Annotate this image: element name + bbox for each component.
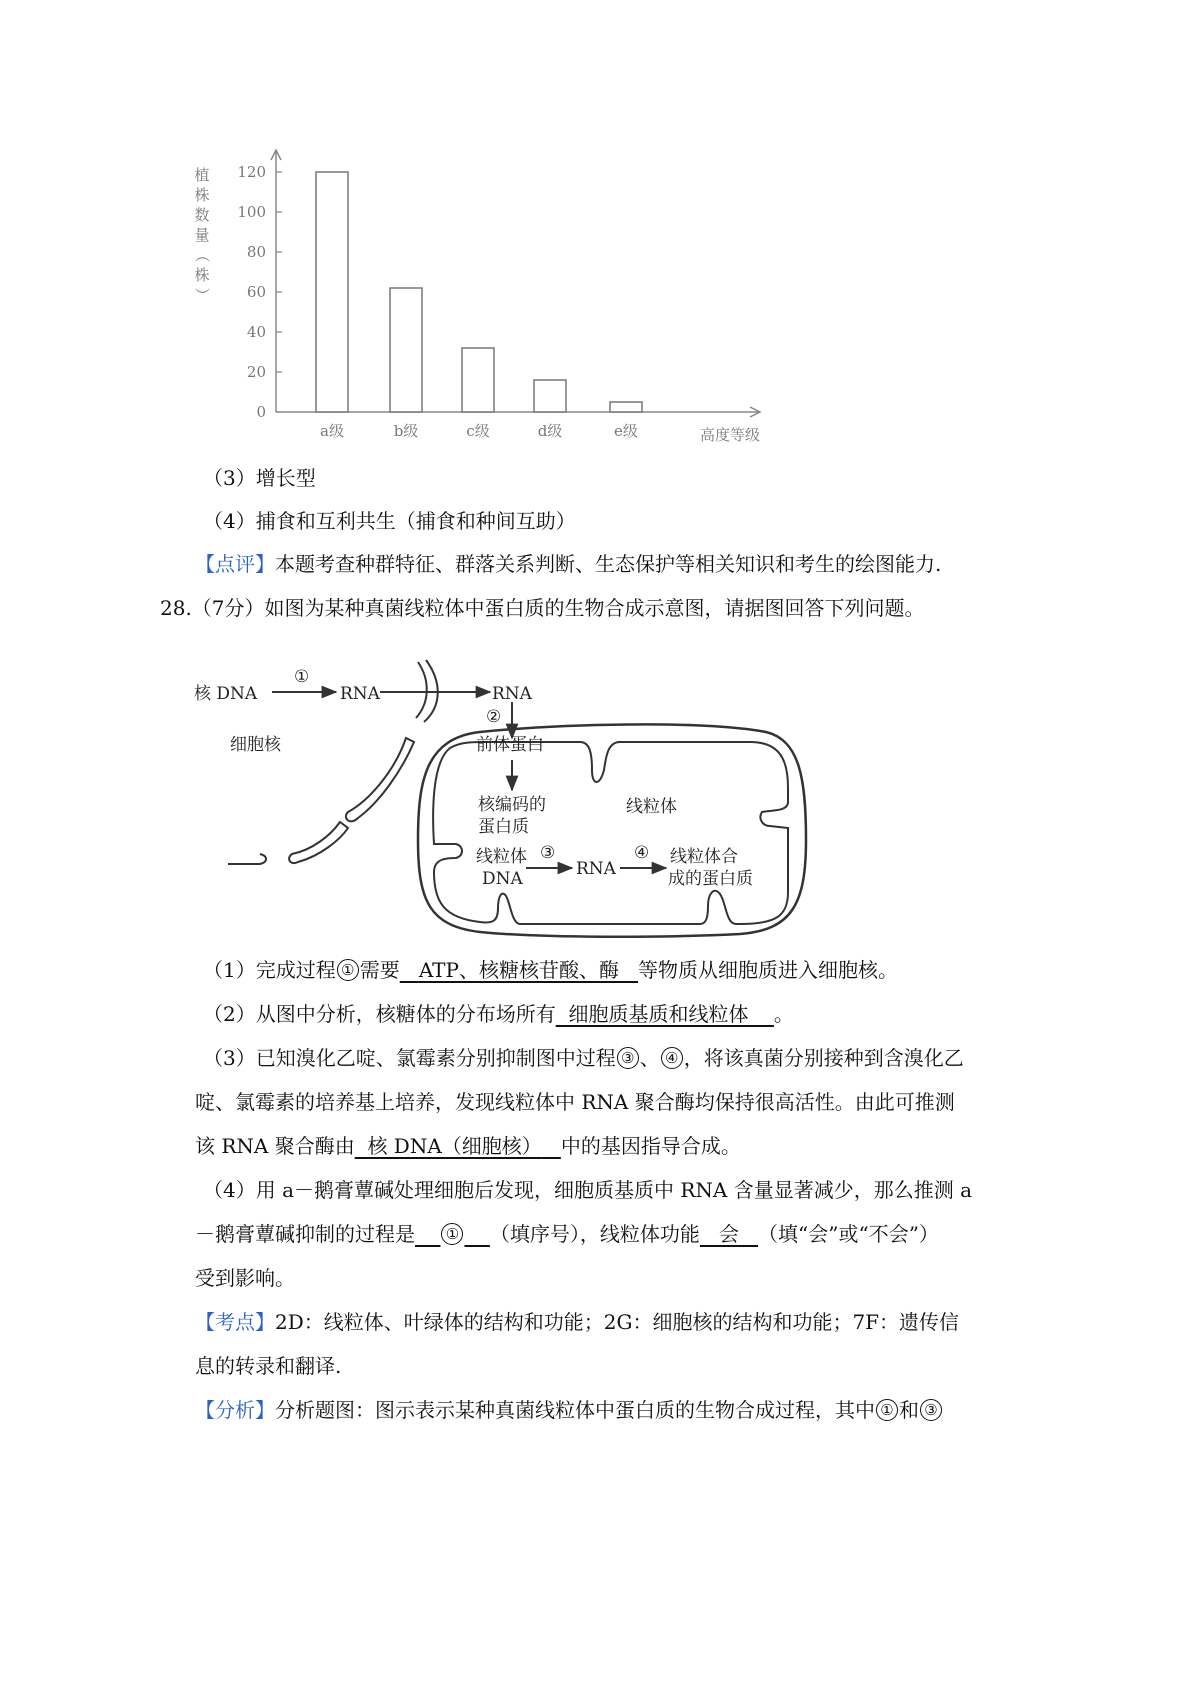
label-rna-1: RNA — [340, 684, 380, 704]
x-tick-label: e级 — [614, 422, 638, 440]
q28-part1 — [203, 956, 898, 984]
y-axis-label-char: （ — [193, 247, 211, 263]
q28-part4-line2 — [195, 1220, 939, 1248]
q28-part4-line3: 受到影响。 — [195, 1266, 295, 1290]
q28-part3-answer-text: 核 DNA（细胞核） — [367, 1134, 542, 1158]
label-step-1: ① — [294, 667, 310, 687]
y-axis-label-char: 植 — [194, 166, 210, 184]
x-tick-label: c级 — [466, 422, 490, 440]
label-nuclear-dna: 核 DNA — [194, 684, 258, 704]
mito-protein-synthesis-diagram — [180, 640, 820, 960]
label-precursor-protein: 前体蛋白 — [476, 735, 544, 755]
label-rna-3: RNA — [576, 859, 616, 879]
answer-3: （3）增长型 — [203, 466, 316, 490]
q28-part3-answer — [355, 1134, 561, 1158]
q28-part4-text-b: （填序号），线粒体功能 — [489, 1222, 700, 1246]
q28-part3-line3 — [195, 1132, 741, 1160]
kaodian-text-2: 息的转录和翻译. — [195, 1354, 342, 1378]
q28-part3-text-a: （3）已知溴化乙啶、氯霉素分别抑制图中过程 — [203, 1046, 616, 1070]
q28-part1-circled-1: ① — [337, 959, 359, 981]
q28-part3-text-b: ，将该真菌分别接种到含溴化乙 — [683, 1046, 964, 1070]
chart-bars — [316, 172, 642, 412]
x-tick-label: d级 — [537, 422, 563, 440]
q28-part4-text-a: －鹅膏蕈碱抑制的过程是 — [195, 1222, 415, 1246]
q28-part1-answer — [400, 958, 638, 982]
kaodian-tag: 【考点】 — [195, 1310, 275, 1334]
label-mtdna-line2: DNA — [482, 869, 523, 889]
bar — [390, 288, 422, 412]
label-nucleus: 细胞核 — [230, 735, 281, 755]
q28-part3-text-d: 中的基因指导合成。 — [560, 1134, 741, 1158]
q28-part4-answer-2-text: 会 — [718, 1222, 739, 1246]
y-axis-label-char: ） — [193, 287, 211, 303]
bar — [316, 172, 348, 412]
nuclear-envelope — [228, 660, 438, 864]
y-axis-label-char: 株 — [194, 266, 210, 284]
q28-part2-answer-text: 细胞质基质和线粒体 — [568, 1002, 749, 1026]
label-mt-protein-line2: 成的蛋白质 — [668, 869, 753, 889]
fenxi-he: 和 — [899, 1398, 919, 1422]
q28-part3-line1 — [203, 1044, 964, 1072]
label-step-4: ④ — [634, 843, 650, 863]
bar — [610, 402, 642, 412]
x-tick-label: a级 — [320, 422, 344, 440]
y-tick-label: 40 — [246, 323, 266, 341]
bar — [534, 380, 566, 412]
kaodian-paragraph-line1 — [195, 1308, 959, 1336]
label-mt-protein-line1: 线粒体合 — [670, 847, 738, 867]
y-tick-label: 0 — [256, 403, 266, 421]
label-mitochondrion: 线粒体 — [626, 797, 677, 817]
y-tick-label: 100 — [237, 203, 266, 221]
q28-part1-text-c: 等物质从细胞质进入细胞核。 — [638, 958, 899, 982]
fenxi-circled-1: ① — [876, 1399, 898, 1421]
review-paragraph — [195, 550, 941, 578]
q28-part4-answer-2 — [700, 1222, 758, 1246]
label-nuclear-protein-line1: 核编码的 — [478, 795, 546, 815]
label-step-2: ② — [486, 707, 502, 727]
q28-part4-line1: （4）用 a－鹅膏蕈碱处理细胞后发现，细胞质基质中 RNA 含量显著减少，那么推测 a — [203, 1178, 973, 1202]
q28-part4-answer-1-circled: ① — [441, 1223, 463, 1245]
q28-part3-text-c: 该 RNA 聚合酶由 — [195, 1134, 355, 1158]
q28-part3-circled-4: ④ — [661, 1047, 683, 1069]
q28-part3-sep: 、 — [639, 1046, 660, 1070]
label-step-3: ③ — [540, 843, 556, 863]
q28-part1-answer-text: ATP、核糖核苷酸、酶 — [418, 958, 619, 982]
x-axis-label: 高度等级 — [699, 426, 760, 444]
fenxi-paragraph — [195, 1396, 943, 1424]
fenxi-tag: 【分析】 — [195, 1398, 275, 1422]
q28-part2-text-a: （2）从图中分析，核糖体的分布场所有 — [203, 1002, 556, 1026]
label-rna-2: RNA — [492, 684, 532, 704]
bar — [462, 348, 494, 412]
q28-part1-text-a: （1）完成过程 — [203, 958, 336, 982]
q28-part1-text-b: 需要 — [359, 958, 400, 982]
q28-part2 — [203, 1000, 794, 1028]
y-tick-label: 60 — [246, 283, 266, 301]
y-tick-label: 20 — [246, 363, 266, 381]
y-axis-label-char: 量 — [194, 226, 210, 244]
q28-part3-line2: 啶、氯霉素的培养基上培养，发现线粒体中 RNA 聚合酶均保持很高活性。由此可推测 — [195, 1090, 955, 1114]
fenxi-circled-3: ③ — [920, 1399, 942, 1421]
q28-part4-answer-1 — [415, 1222, 490, 1246]
review-text: 本题考查种群特征、群落关系判断、生态保护等相关知识和考生的绘图能力. — [275, 552, 942, 576]
plant-height-bar-chart — [180, 140, 780, 460]
q28-part2-text-c: 。 — [773, 1002, 794, 1026]
mitochondrion-outer — [418, 724, 806, 936]
label-nuclear-protein-line2: 蛋白质 — [478, 817, 529, 837]
q28-part2-answer — [556, 1002, 774, 1026]
y-axis-label-char: 数 — [194, 206, 210, 224]
question-28-stem: 28.（7分）如图为某种真菌线粒体中蛋白质的生物合成示意图，请据图回答下列问题。 — [160, 596, 925, 620]
answer-4: （4）捕食和互利共生（捕食和种间互助） — [203, 509, 576, 533]
y-tick-label: 80 — [246, 243, 266, 261]
x-tick-label: b级 — [393, 422, 419, 440]
review-tag: 【点评】 — [195, 552, 275, 576]
y-tick-label: 120 — [237, 163, 266, 181]
fenxi-text: 分析题图：图示表示某种真菌线粒体中蛋白质的生物合成过程，其中 — [275, 1398, 875, 1422]
y-axis-label-char: 株 — [194, 186, 210, 204]
kaodian-text-1: 2D：线粒体、叶绿体的结构和功能；2G：细胞核的结构和功能；7F：遗传信 — [275, 1310, 960, 1334]
q28-part3-circled-3: ③ — [617, 1047, 639, 1069]
label-mtdna-line1: 线粒体 — [476, 847, 527, 867]
q28-part4-text-c: （填“会”或“不会”） — [758, 1222, 939, 1246]
